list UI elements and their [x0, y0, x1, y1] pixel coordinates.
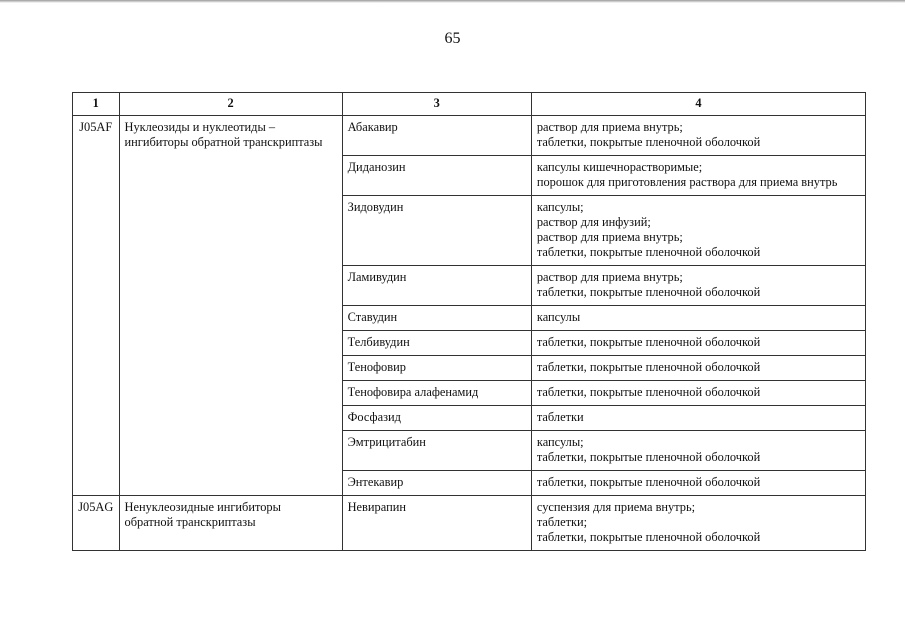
- dosage-form-line: раствор для приема внутрь;: [536, 230, 683, 244]
- dosage-form-line: таблетки, покрытые пленочной оболочкой: [536, 135, 761, 149]
- drug-name-cell: Тенофовир: [342, 356, 531, 381]
- table-row: [73, 496, 866, 551]
- dosage-form-line: таблетки, покрытые пленочной оболочкой: [536, 335, 761, 349]
- dosage-form-cell: [531, 431, 865, 471]
- dosage-form-cell: [531, 471, 865, 496]
- dosage-form-cell: [531, 196, 865, 266]
- drug-table: [72, 92, 866, 551]
- drug-name-cell: Абакавир: [342, 116, 531, 156]
- drug-name-cell: Энтекавир: [342, 471, 531, 496]
- dosage-form-cell: [531, 306, 865, 331]
- dosage-form-line: раствор для инфузий;: [536, 215, 651, 229]
- dosage-form-cell: [531, 116, 865, 156]
- header-col-4: 4: [531, 93, 865, 116]
- drug-name-cell: Зидовудин: [342, 196, 531, 266]
- table-body: [73, 116, 866, 551]
- group-name-line: Ненуклеозидные ингибиторы: [124, 500, 281, 514]
- dosage-form-line: таблетки: [536, 410, 584, 424]
- dosage-form-cell: [531, 331, 865, 356]
- table-row: [73, 116, 866, 156]
- dosage-form-cell: [531, 381, 865, 406]
- dosage-form-line: таблетки, покрытые пленочной оболочкой: [536, 385, 761, 399]
- dosage-form-line: порошок для приготовления раствора для приема внутрь: [536, 175, 838, 189]
- page-number: 65: [444, 30, 461, 47]
- dosage-form-line: таблетки, покрытые пленочной оболочкой: [536, 285, 761, 299]
- dosage-form-cell: [531, 266, 865, 306]
- dosage-form-line: раствор для приема внутрь;: [536, 120, 683, 134]
- header-row: [73, 93, 866, 116]
- drug-name-cell: Диданозин: [342, 156, 531, 196]
- drug-name-cell: Тенофовира алафенамид: [342, 381, 531, 406]
- header-col-3: 3: [342, 93, 531, 116]
- group-name-cell: [119, 116, 342, 496]
- table-header: [73, 93, 866, 116]
- dosage-form-line: раствор для приема внутрь;: [536, 270, 683, 284]
- dosage-form-line: таблетки, покрытые пленочной оболочкой: [536, 360, 761, 374]
- dosage-form-line: таблетки, покрытые пленочной оболочкой: [536, 530, 761, 544]
- group-name-line: Нуклеозиды и нуклеотиды –: [124, 120, 276, 134]
- dosage-form-line: таблетки;: [536, 515, 588, 529]
- dosage-form-cell: [531, 156, 865, 196]
- dosage-form-line: капсулы: [536, 310, 581, 324]
- dosage-form-line: суспензия для приема внутрь;: [536, 500, 696, 514]
- atc-code-cell: J05AG: [73, 496, 120, 551]
- drug-name-cell: Фосфазид: [342, 406, 531, 431]
- dosage-form-line: таблетки, покрытые пленочной оболочкой: [536, 475, 761, 489]
- dosage-form-cell: [531, 406, 865, 431]
- group-name-line: ингибиторы обратной транскриптазы: [124, 135, 323, 149]
- header-col-2: 2: [119, 93, 342, 116]
- group-name-line: обратной транскриптазы: [124, 515, 256, 529]
- drug-name-cell: Эмтрицитабин: [342, 431, 531, 471]
- scan-top-edge: [0, 0, 905, 3]
- header-col-1: 1: [73, 93, 120, 116]
- atc-code-cell: J05AF: [73, 116, 120, 496]
- dosage-form-line: капсулы;: [536, 435, 584, 449]
- dosage-form-cell: [531, 496, 865, 551]
- dosage-form-line: таблетки, покрытые пленочной оболочкой: [536, 450, 761, 464]
- drug-name-cell: Ставудин: [342, 306, 531, 331]
- group-name-cell: [119, 496, 342, 551]
- dosage-form-line: капсулы;: [536, 200, 584, 214]
- dosage-form-line: таблетки, покрытые пленочной оболочкой: [536, 245, 761, 259]
- drug-name-cell: Телбивудин: [342, 331, 531, 356]
- drug-name-cell: Невирапин: [342, 496, 531, 551]
- drug-name-cell: Ламивудин: [342, 266, 531, 306]
- dosage-form-cell: [531, 356, 865, 381]
- dosage-form-line: капсулы кишечнорастворимые;: [536, 160, 703, 174]
